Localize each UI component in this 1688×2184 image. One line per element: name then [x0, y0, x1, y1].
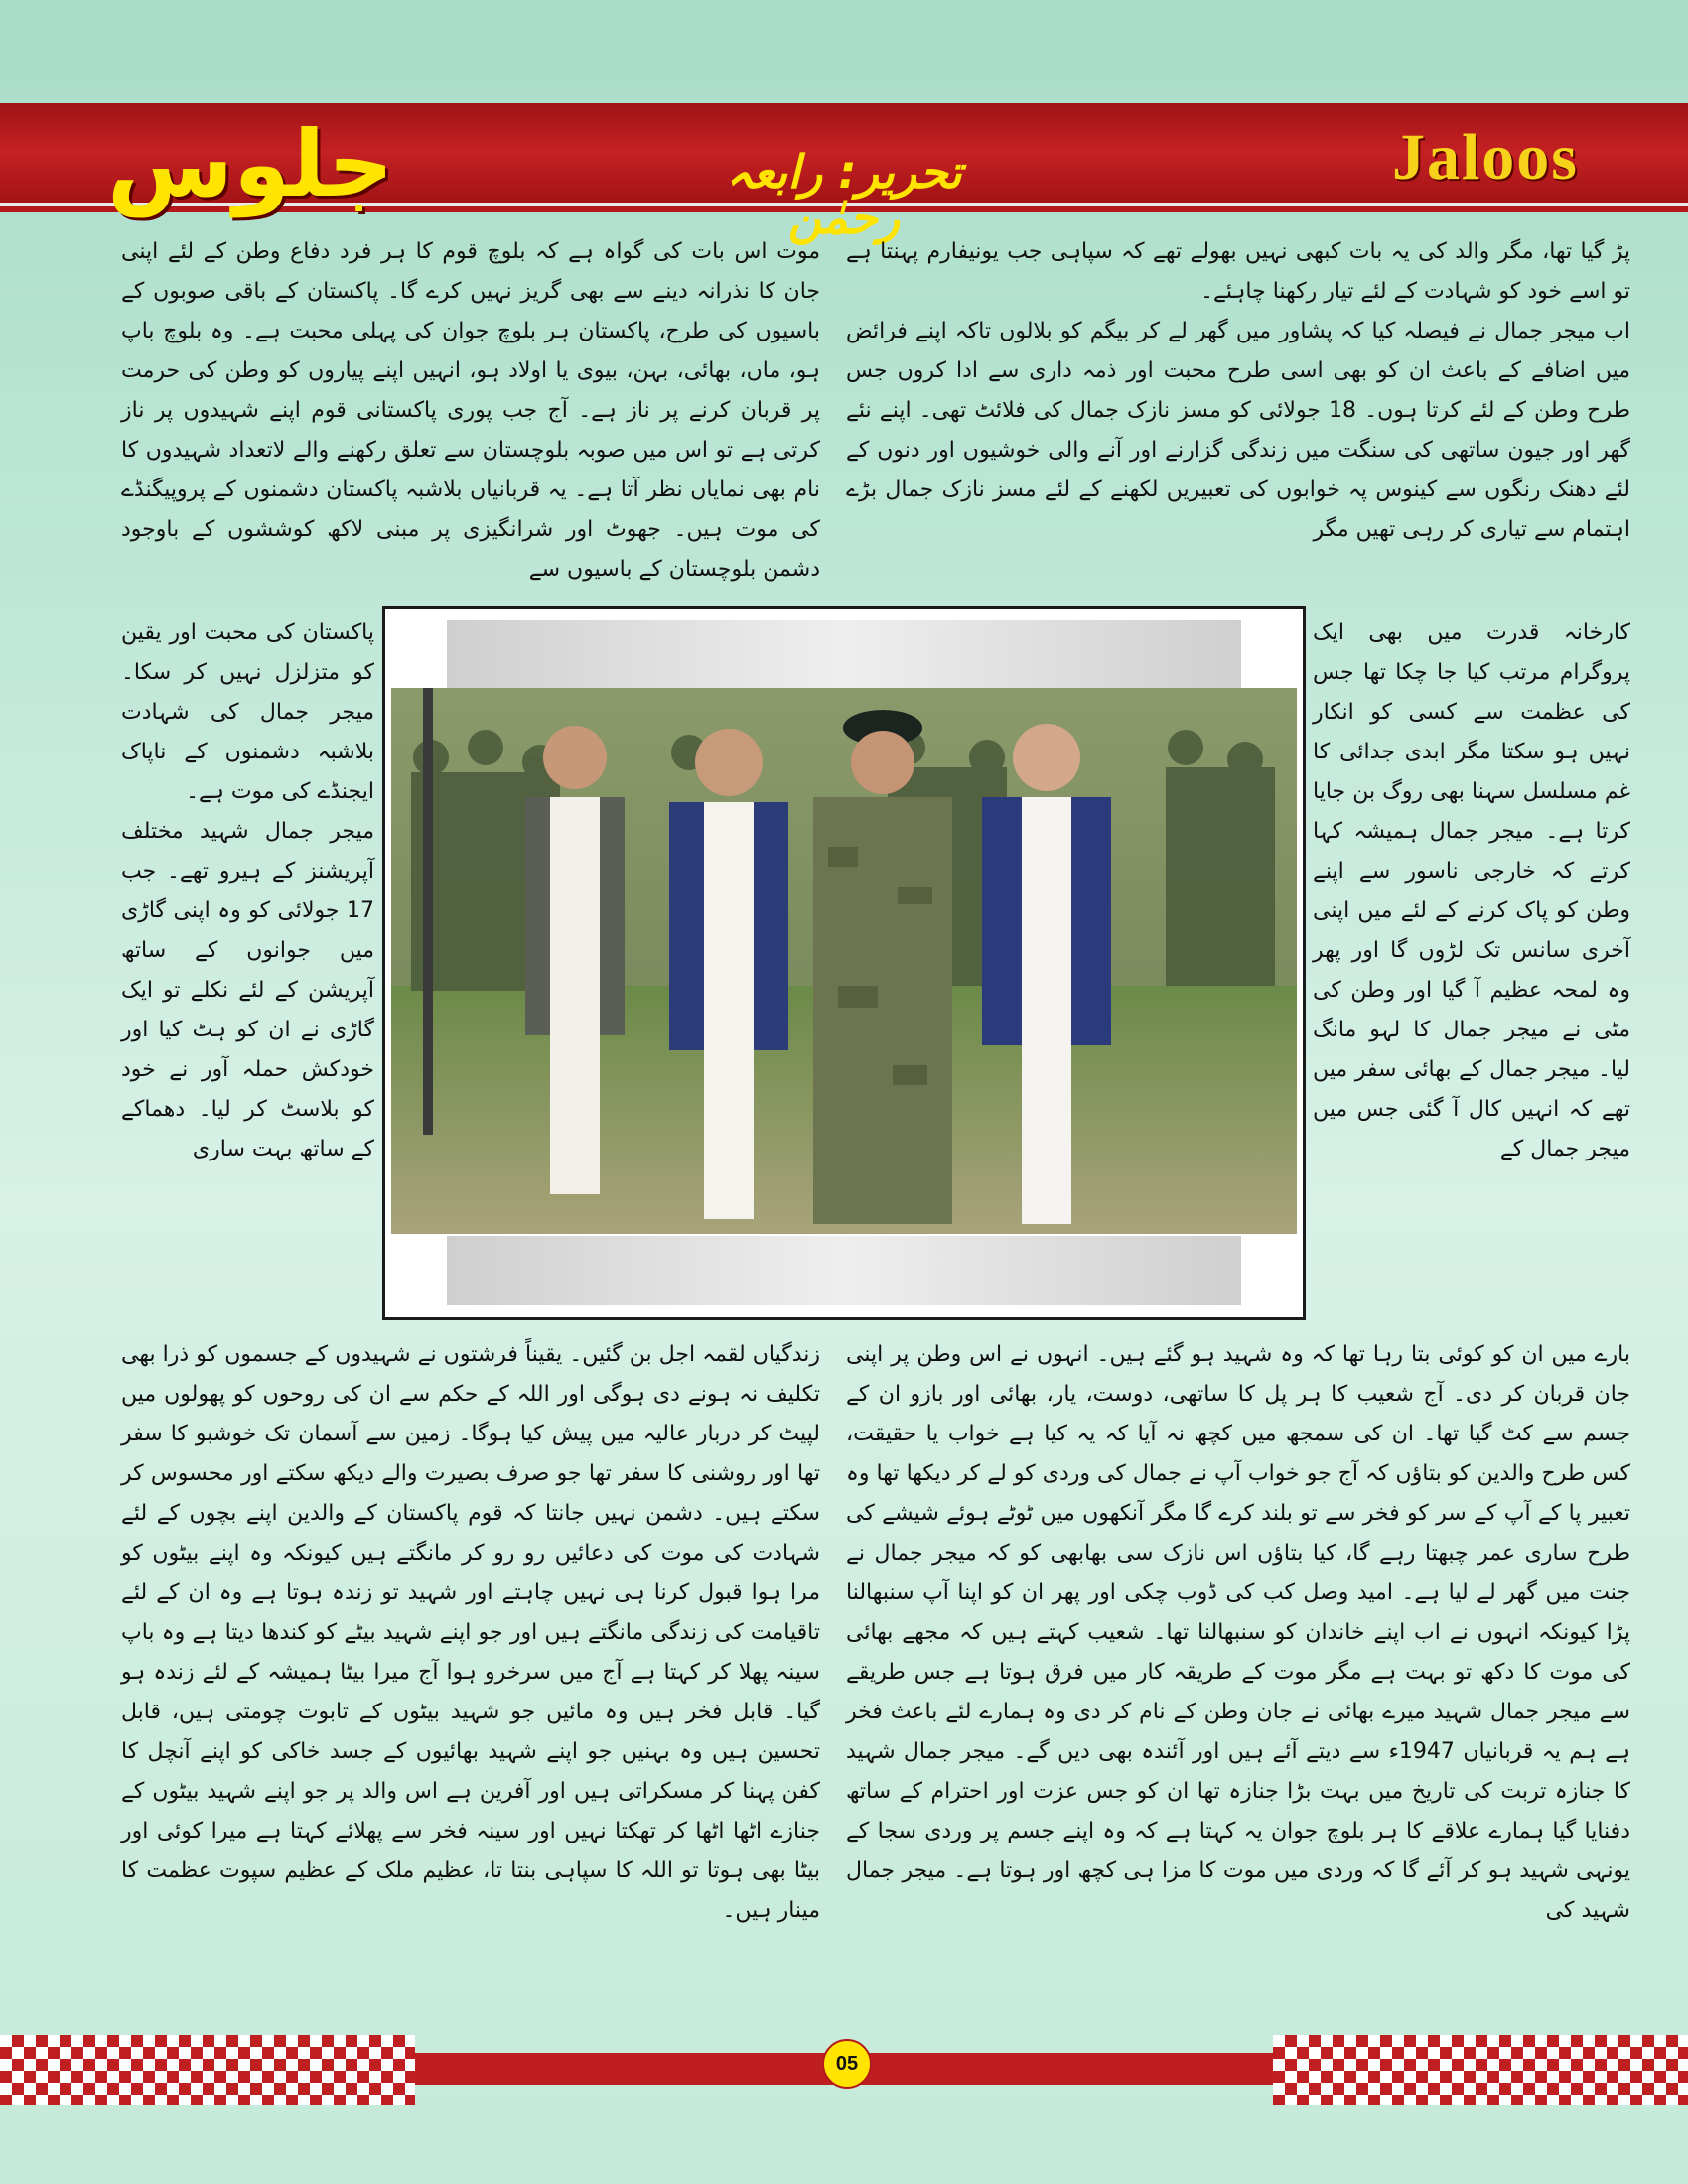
paragraph: پاکستان کی محبت اور یقین کو متزلزل نہیں کر سکا۔ میجر جمال کی شہادت بلاشبہ دشمنوں کے ناپاک ایجنڈے کی موت ہے۔ — [121, 620, 374, 804]
column-left-top — [121, 232, 820, 590]
column-right-narrow — [1313, 614, 1630, 1169]
footer-checker-left — [0, 2035, 415, 2105]
news-photo — [382, 606, 1306, 1320]
paragraph: زندگیاں لقمہ اجل بن گئیں۔ یقیناً فرشتوں نے شہیدوں کے جسموں کو ذرا بھی تکلیف نہ ہونے دی ہوگی اور اللہ کے حکم سے ان کی روحوں کو پھولوں میں لپیٹ کر دربار عالیہ میں پیش کیا ہوگا۔ زمین سے آسمان تک خوشبو کا سفر تھا اور روشنی کا سفر تھا جو صرف بصیرت والے دیکھ سکتے اور محسوس کر سکتے ہیں۔ دشمن نہیں جانتا کہ قوم پاکستان کے والدین اپنے بچوں کے لئے شہادت کی موت کی دعائیں رو رو کر مانگتے ہیں کیونکہ وہ اپنے بیٹوں کو مرا ہوا قبول کرنا ہی نہیں چاہتے اور شہید تو زندہ ہوتا ہے وہ ان کے لئے تاقیامت کی زندگی مانگتے ہیں اور جو اپنے شہید بیٹے کو کندھا دیتا ہے وہ باپ سینہ پھلا کر کہتا ہے آج میں سرخرو ہوا آج میرا بیٹا ہمیشہ کے لئے زندہ ہو گیا۔ قابل فخر ہیں وہ مائیں جو شہید بیٹوں کے تابوت چومتی ہیں، قابل تحسین ہیں وہ بہنیں جو اپنے شہید بھائیوں کے جسد خاکی کو اپنے آنچل کا کفن پہنا کر مسکراتی ہیں اور آفرین ہے اس والد پر جو اپنے شہید بیٹوں کے جنازے اٹھا اٹھا کر تھکتا نہیں اور سینہ فخر سے پھلائے کہتا ہے میرا کوئی اور بیٹا بھی ہوتا تو اللہ کا سپاہی بنتا تا، عظیم ملک کے عظیم سپوت عظمت کا مینار ہیں۔ — [121, 1342, 820, 1923]
brand-logo-latin: Jaloos — [1391, 121, 1579, 194]
column-right-bottom — [846, 1335, 1630, 1931]
column-left-narrow — [121, 614, 374, 1169]
photo-band-bottom — [447, 1236, 1241, 1305]
photo-icon — [391, 688, 1297, 1234]
paragraph: اب میجر جمال نے فیصلہ کیا کہ پشاور میں گھر لے کر بیگم کو بلالوں تاکہ اپنے فرائض میں اضافے کے باعث ان کو بھی اسی طرح محبت اور ذمہ داری سے ادا کروں جس طرح وطن کے لئے کرتا ہوں۔ 18 جولائی کو مسز نازک جمال کی فلائٹ تھی۔ اپنے نئے گھر اور جیون ساتھی کی سنگت میں زندگی گزارنے اور آنے والی خوشیوں اور دنوں کے لئے دھنک رنگوں سے کینوس پہ خوابوں کی تعبیریں لکھنے کے لئے مسز نازک جمال بڑے اہتمام سے تیاری کر رہی تھیں مگر — [846, 319, 1631, 542]
article-byline: تحریر: رابعہ رحمٰن — [726, 145, 962, 244]
column-right-top — [846, 232, 1630, 550]
column-left-bottom — [121, 1335, 820, 1931]
paragraph: میجر جمال شہید مختلف آپریشنز کے ہیرو تھے۔ جب 17 جولائی کو وہ اپنی گاڑی میں جوانوں کے ساتھ آپریشن کے لئے نکلے تو ایک گاڑی نے ان کو ہٹ کیا اور خودکش حملہ آور نے خود کو بلاسٹ کر لیا۔ دھماکے کے ساتھ بہت ساری — [121, 819, 374, 1161]
paragraph: پڑ گیا تھا، مگر والد کی یہ بات کبھی نہیں بھولے تھے کہ سپاہی جب یونیفارم پہنتا ہے تو اسے خود کو شہادت کے لئے تیار رکھنا چاہئے۔ — [846, 239, 1630, 304]
page-number: 05 — [822, 2039, 872, 2089]
footer-checker-right — [1273, 2035, 1688, 2105]
paragraph: موت اس بات کی گواہ ہے کہ بلوچ قوم کا ہر فرد دفاع وطن کے لئے اپنی جان کا نذرانہ دینے سے بھی گریز نہیں کرے گا۔ پاکستان کے باقی صوبوں کے باسیوں کی طرح، پاکستان ہر بلوچ جوان کی پہلی محبت ہے۔ وہ بلوچ باپ ہو، ماں، بھائی، بہن، بیوی یا اولاد ہو، انہیں اپنے پیاروں کو وطن کی حرمت پر قربان کرنے پر ناز ہے۔ آج جب پوری پاکستانی قوم اپنے شہیدوں پر ناز کرتی ہے تو اس میں صوبہ بلوچستان سے تعلق رکھنے والے لاتعداد شہیدوں کا نام بھی نمایاں نظر آتا ہے۔ یہ قربانیاں بلاشبہ پاکستان دشمنوں کے پروپیگنڈے کی موت ہیں۔ جھوٹ اور شرانگیزی پر مبنی لاکھ کوششوں کے باوجود دشمن بلوچستان کے باسیوں سے — [121, 239, 820, 582]
paragraph: کارخانہ قدرت میں بھی ایک پروگرام مرتب کیا جا چکا تھا جس کی عظمت سے کسی کو انکار نہیں ہو سکتا مگر ابدی جدائی کا غم مسلسل سہنا بھی روگ بن جایا کرتا ہے۔ میجر جمال ہمیشہ کہا کرتے کہ خارجی ناسور سے اپنے وطن کو پاک کرنے کے لئے میں اپنی آخری سانس تک لڑوں گا اور پھر وہ لمحہ عظیم آ گیا اور وطن کی مٹی نے میجر جمال کا لہو مانگ لیا۔ میجر جمال کے بھائی سفر میں تھے کہ انہیں کال آ گئی جس میں میجر جمال کے — [1313, 620, 1630, 1161]
brand-logo-urdu: جلوس — [107, 111, 394, 217]
paragraph: بارے میں ان کو کوئی بتا رہا تھا کہ وہ شہید ہو گئے ہیں۔ انہوں نے اس وطن پر اپنی جان قربان کر دی۔ آج شعیب کا ہر پل کا ساتھی، دوست، یار، بھائی اور بازو ان کے جسم سے کٹ گیا تھا۔ ان کی سمجھ میں کچھ نہ آیا کہ یہ کیا ہے خواب یا حقیقت، کس طرح والدین کو بتاؤں کہ آج جو خواب آپ نے جمال کی وردی کو لے کر دیکھا تھا وہ تعبیر پا کے آپ کے سر کو فخر سے تو بلند کرے گا مگر آنکھوں میں ٹوٹے ہوئے شیشے کی طرح ساری عمر چبھتا رہے گا، کیا بتاؤں اس نازک سی بھابھی کو کہ میجر جمال نے جنت میں گھر لے لیا ہے۔ امید وصل کب کی ڈوب چکی اور پھر ان کو اپنا آپ سنبھالنا پڑا کیونکہ انہوں نے اب اپنے خاندان کو سنبھالنا تھا۔ شعیب کہتے ہیں کہ مجھے بھائی کی موت کا دکھ تو بہت ہے مگر موت کے طریقہ کار میں فرق ہوتا ہے جس طریقے سے میجر جمال شہید میرے بھائی نے جان وطن کے نام کر دی وہ ہمارے لئے باعث فخر ہے ہم یہ قربانیاں 1947ء سے دیتے آئے ہیں اور آئندہ بھی دیں گے۔ میجر جمال شہید کا جنازہ تربت کی تاریخ میں بہت بڑا جنازہ تھا ان کو جس عزت اور احترام کے ساتھ دفنایا گیا ہمارے علاقے کا ہر بلوچ جوان یہ کہتا ہے کہ وہ اپنے جسم پر وردی سجا کے یونہی شہید ہو کر آئے گا کہ وردی میں موت کا مزا ہی کچھ اور ہوتا ہے۔ میجر جمال شہید کی — [846, 1342, 1630, 1923]
photo-band-top — [447, 620, 1241, 690]
